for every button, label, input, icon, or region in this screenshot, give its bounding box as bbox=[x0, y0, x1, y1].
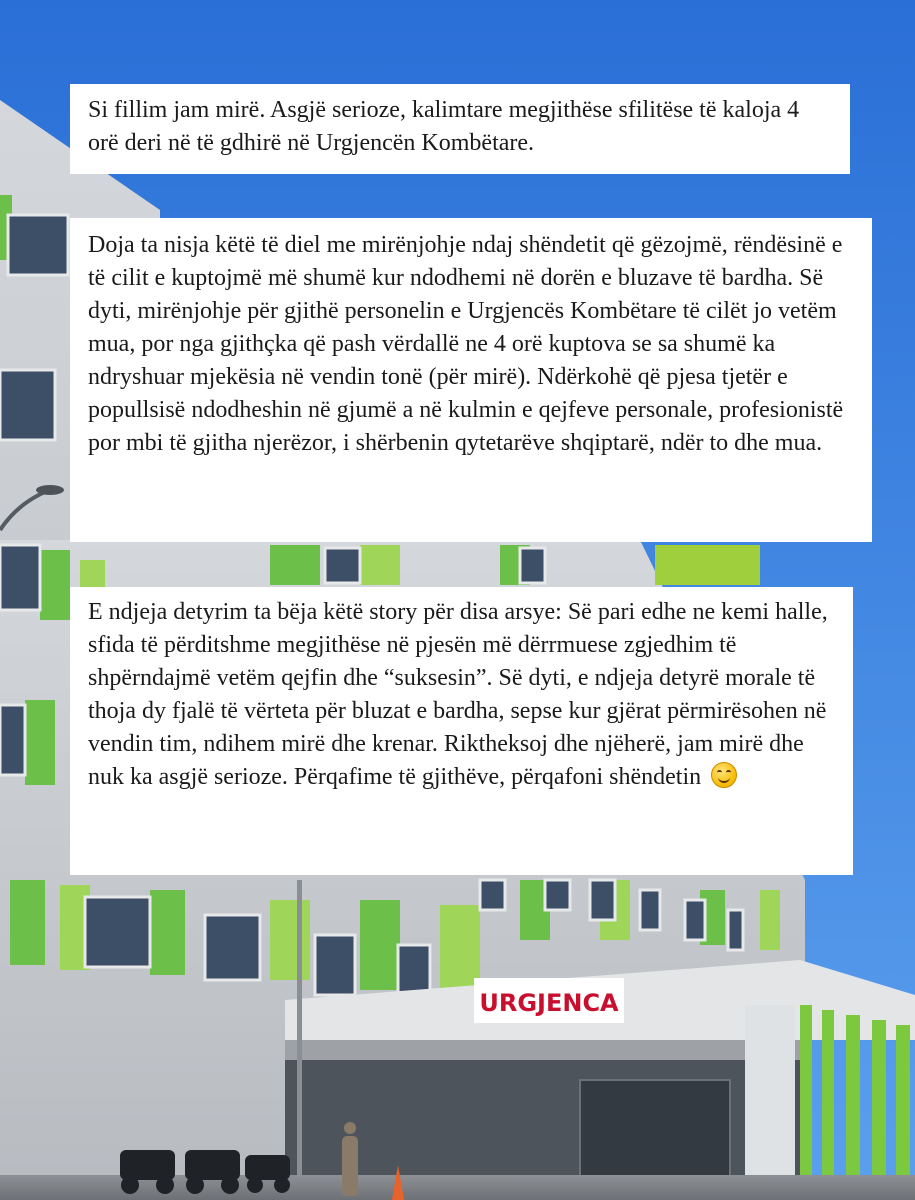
lamp-pole bbox=[297, 880, 302, 1200]
building-right-block bbox=[655, 545, 760, 585]
caption-reasons-text: E ndjeja detyrim ta bëja këtë story për disa arsye: Së pari edhe ne kemi halle, sfida të përditshme megjithëse në pjesën më dërrmuese zgjedhim të shpërndajmë vetëm qejfin dhe “suksesin”. Së dyti, e ndjeja detyrë morale të thoja dy fjalë të vërteta për bluzat e bardha, sepse kur gjërat përmirësohen në vendin tim, ndihem mirë dhe krenar. Riktheksoj dhe njëherë, jam mirë dhe nuk ka asgjë serioze. Përqafime të gjithëve, përqafoni shëndetin bbox=[88, 599, 828, 790]
caption-intro bbox=[70, 84, 850, 174]
entrance-doors bbox=[580, 1080, 730, 1180]
canopy-pillar bbox=[745, 1005, 795, 1200]
caption-gratitude bbox=[70, 218, 872, 542]
caption-gratitude-text: Doja ta nisja këtë të diel me mirënjohje ndaj shëndetit që gëzojmë, rëndësinë e të cilit e kuptojmë më shumë kur ndodhemi në dorën e bluzave të bardha. Së dyti, mirënjohje për gjithë personelin e Urgjencës Kombëtare të cilët jo vetëm mua, por nga gjithçka që pash vërdallë ne 4 orë kuptova se sa shumë ka ndryshuar mjekësia në vendin tonë (për mirë). Ndërkohë që pjesa tjetër e popullsisë ndodheshin në gjumë a në kulmin e qejfeve personale, profesionistë por mbi të gjitha njerëzor, i shërbenin qytetarëve shqiptarë, ndër to dhe mua. bbox=[88, 232, 844, 456]
caption-intro-text: Si fillim jam mirë. Asgjë serioze, kalimtare megjithëse sfilitëse të kaloja 4 orë deri në të gdhirë në Urgjencën Kombëtare. bbox=[88, 97, 800, 156]
caption-reasons bbox=[70, 587, 853, 875]
canopy-underside bbox=[285, 1040, 805, 1060]
smiling-face-icon bbox=[711, 762, 737, 788]
urgjenca-sign-text: URGJENCA bbox=[479, 989, 619, 1017]
